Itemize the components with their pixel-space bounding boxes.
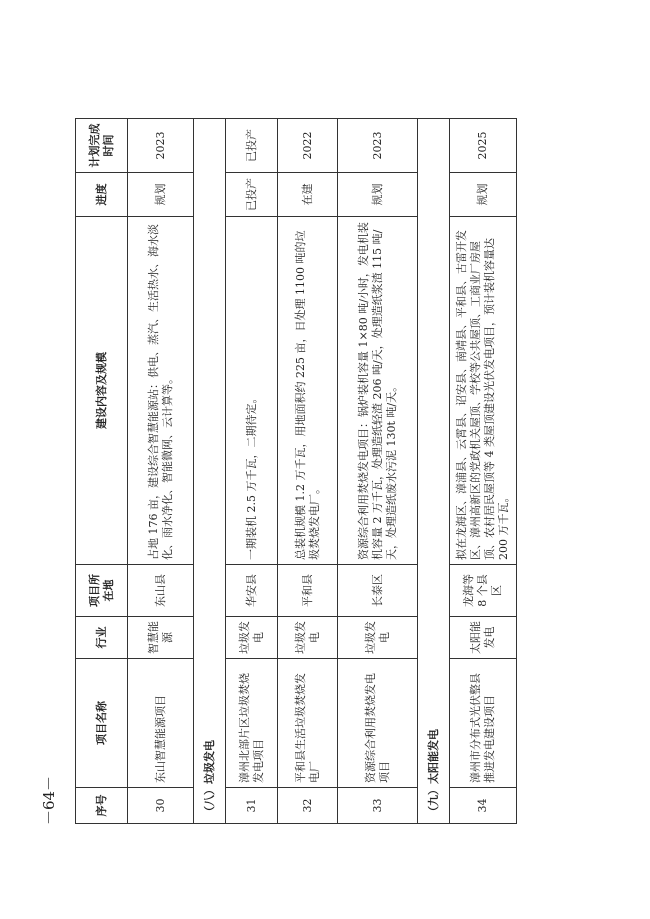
project-table [75,118,517,824]
cell-progress: 在建 [278,173,338,217]
cell-industry: 智慧能源 [128,617,194,659]
cell-no: 33 [338,788,418,824]
table-header-row [76,119,128,824]
table-row [226,119,278,824]
cell-industry: 垃圾发电 [278,617,338,659]
cell-content: 一期装机 2.5 万千瓦，二期待定。 [226,217,278,565]
cell-content: 占地 176 亩，建设综合智慧能源站：供电、蒸汽、生活热水、海水淡化、雨水净化、智能微网、云计算等。 [128,217,194,565]
cell-no: 31 [226,788,278,824]
page-number-text: －64－ [40,775,59,826]
cell-progress: 规划 [338,173,418,217]
section-heading: （九）太阳能发电 [418,119,450,824]
header-time: 计划完成时间 [76,119,128,173]
cell-content: 总装机规模 1.2 万千瓦，用地面积约 225 亩，日处理 1100 吨的垃圾焚烧发电厂。 [278,217,338,565]
cell-industry: 垃圾发电 [226,617,278,659]
cell-time: 2023 [128,119,194,173]
cell-industry: 垃圾发电 [338,617,418,659]
table-row [338,119,418,824]
header-industry: 行业 [76,617,128,659]
cell-time: 2025 [450,119,517,173]
cell-name: 平和县生活垃圾焚烧发电厂 [278,659,338,788]
cell-name: 漳州市分布式光伏整县推进发电建设项目 [450,659,517,788]
cell-location: 东山县 [128,565,194,617]
cell-industry: 太阳能发电 [450,617,517,659]
cell-content: 拟在龙海区、漳浦县、云霄县、诏安县、南靖县、平和县、古雷开发区、漳州高新区的党政机关屋顶、学校等公共屋顶、工商业厂房屋顶、农村居民屋顶等 4 类屋顶建设光伏发电项目，预计装机容量达 200 万千瓦。 [450,217,517,565]
cell-location: 龙海等 8 个县区 [450,565,517,617]
section-row [194,119,226,824]
cell-progress: 规划 [450,173,517,217]
header-name: 项目名称 [76,659,128,788]
section-heading: （八）垃圾发电 [194,119,226,824]
cell-time: 2023 [338,119,418,173]
header-progress: 进度 [76,173,128,217]
cell-time: 已投产 [226,119,278,173]
rotated-table-wrapper [75,119,516,824]
cell-name: 漳州北部片区垃圾焚烧发电项目 [226,659,278,788]
cell-no: 30 [128,788,194,824]
section-row [418,119,450,824]
header-no: 序号 [76,788,128,824]
cell-content: 资源综合利用焚烧发电项目：锅炉装机容量 1×80 吨/小时，发电机装机容量 2 万千瓦，处理造纸轻渣 206 吨/天，处理造纸浆渣 115 吨/天，处理造纸废水污泥 130t 吨/天。 [338,217,418,565]
cell-no: 34 [450,788,517,824]
table-row [450,119,517,824]
cell-location: 华安县 [226,565,278,617]
header-content: 建设内容及规模 [76,217,128,565]
cell-time: 2022 [278,119,338,173]
cell-progress: 已投产 [226,173,278,217]
cell-name: 东山智慧能源项目 [128,659,194,788]
header-location: 项目所在地 [76,565,128,617]
cell-location: 长泰区 [338,565,418,617]
cell-no: 32 [278,788,338,824]
page-number [34,775,64,826]
cell-location: 平和县 [278,565,338,617]
cell-progress: 规划 [128,173,194,217]
table-row [128,119,194,824]
cell-name: 资源综合利用焚烧发电项目 [338,659,418,788]
table-row [278,119,338,824]
